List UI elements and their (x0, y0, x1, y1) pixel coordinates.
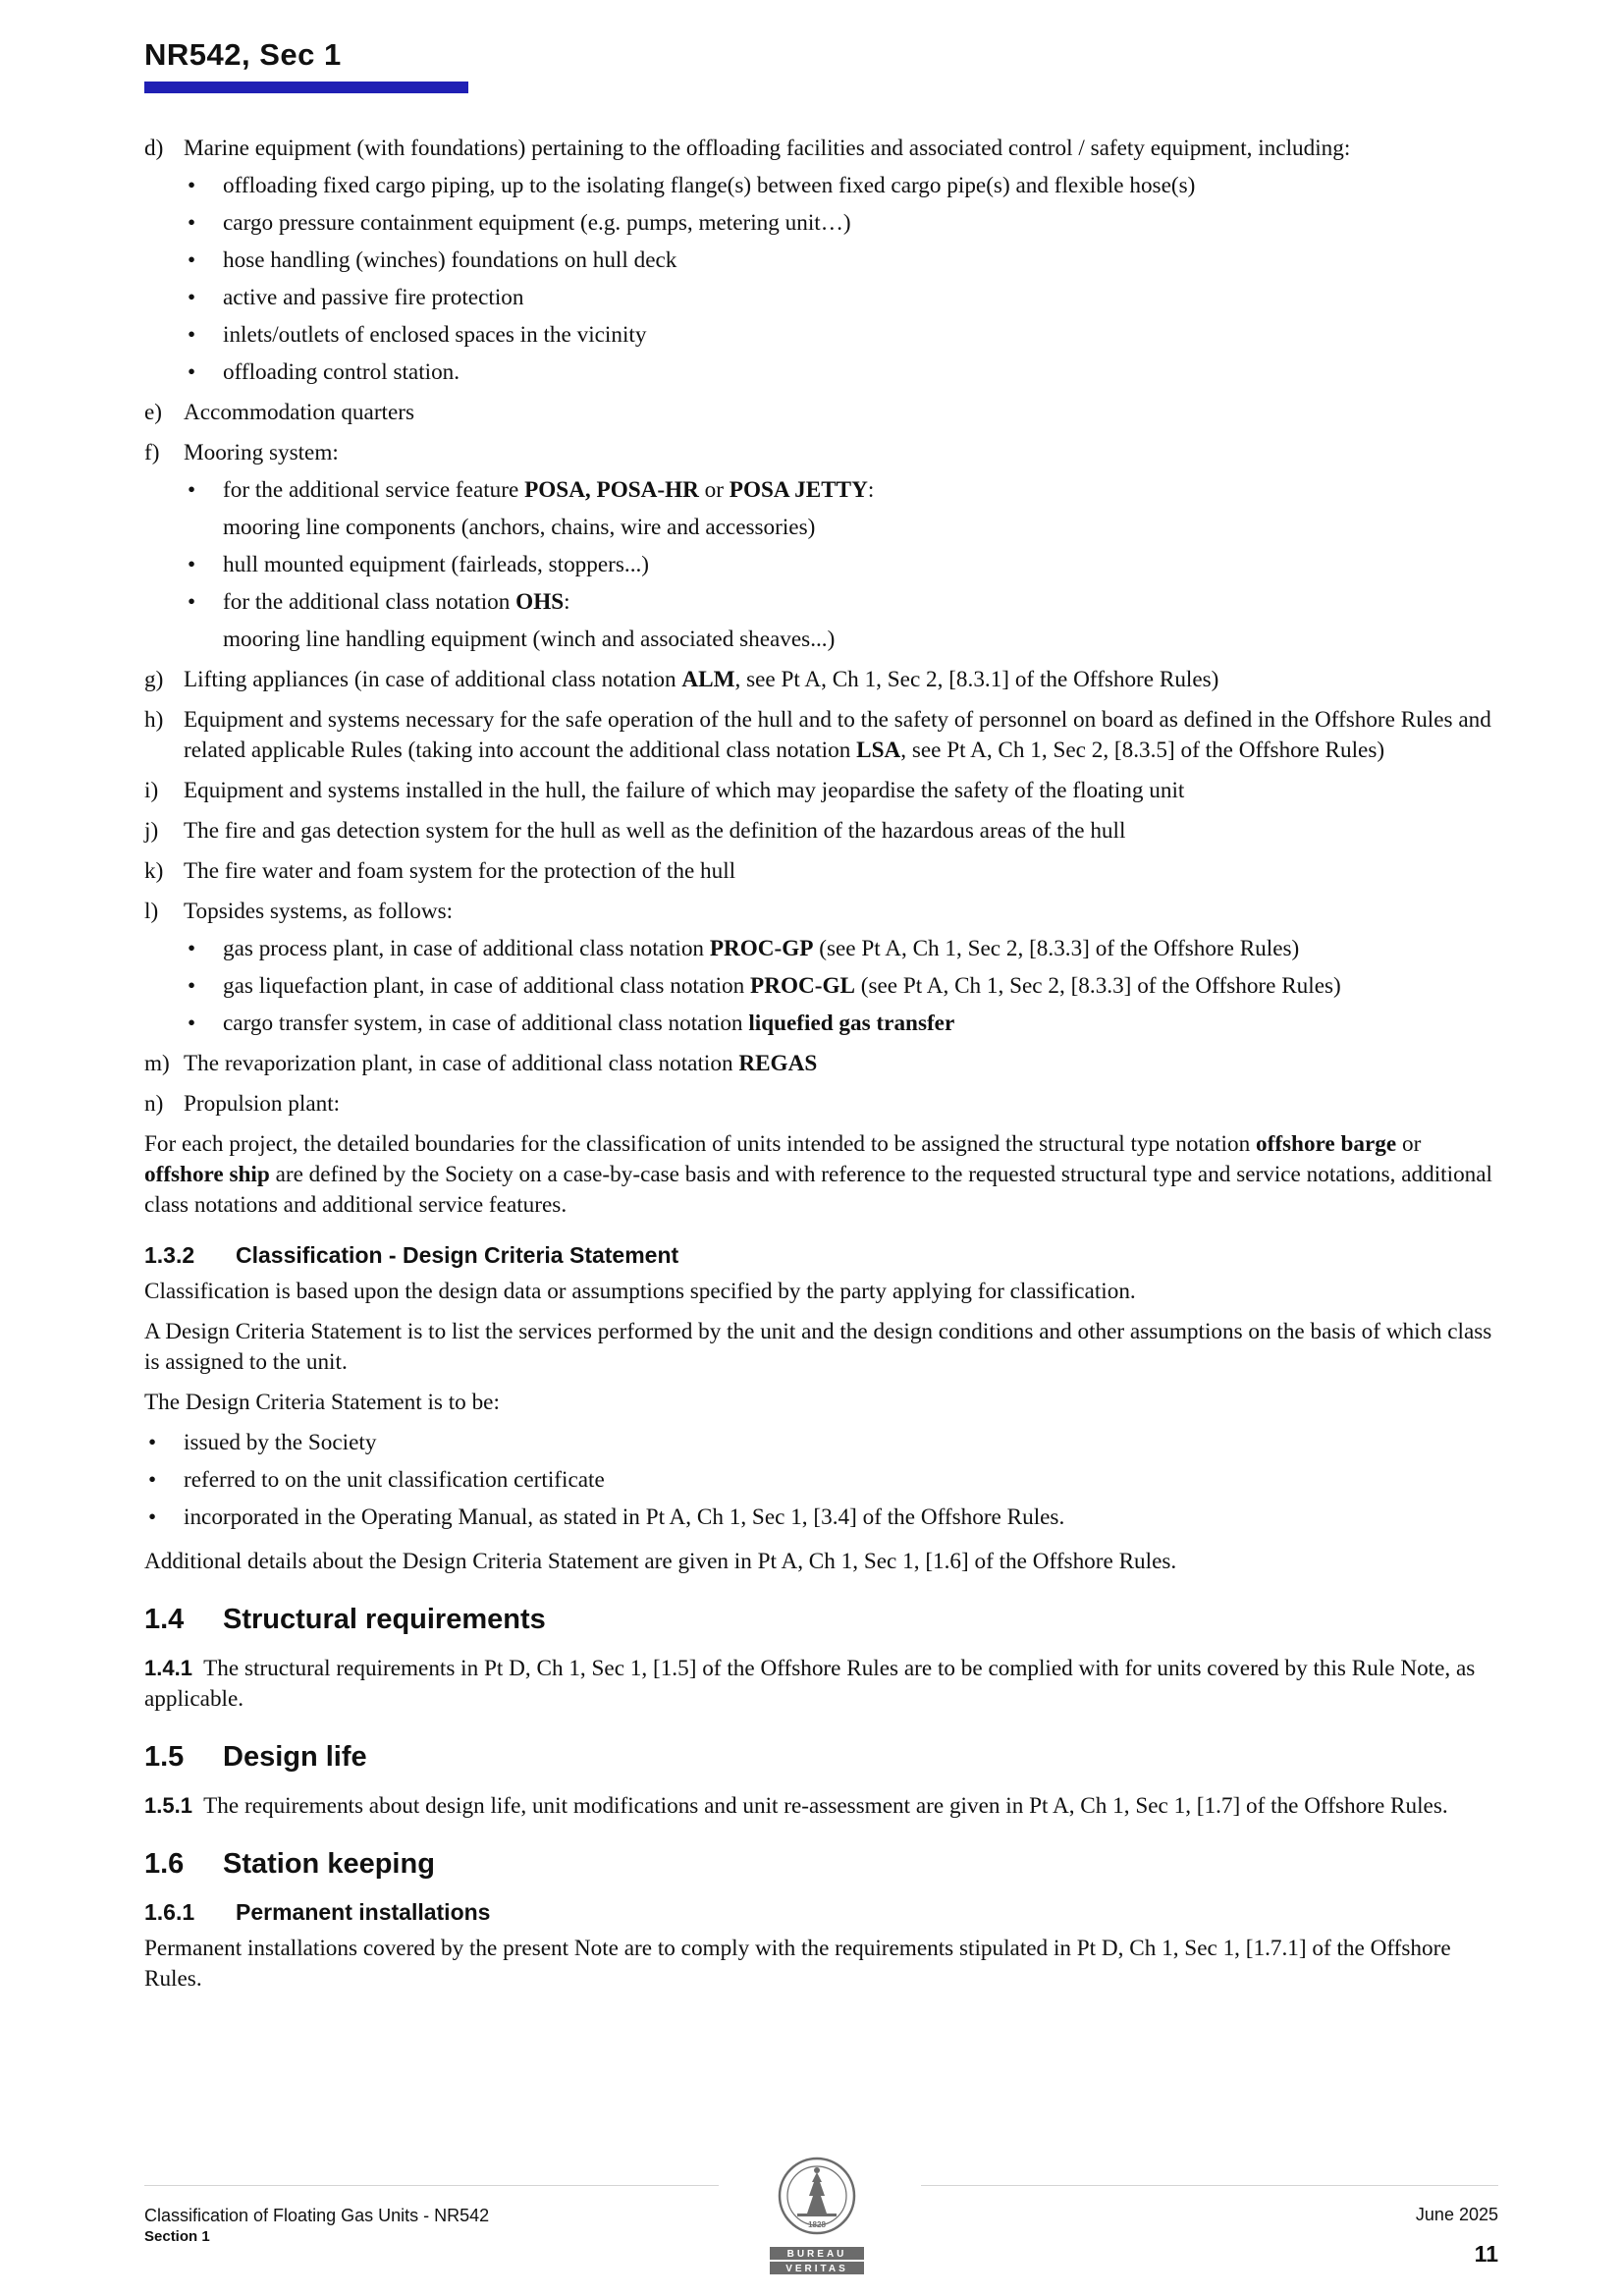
list-item (144, 705, 1497, 766)
list-item (144, 438, 1497, 655)
footer-doc-title: Classification of Floating Gas Units - NR542 (144, 2206, 490, 2225)
list-item-label: g) (144, 667, 164, 692)
page-number: 11 (1474, 2241, 1498, 2267)
bullet-item: • hull mounted equipment (fairleads, stoppers...) (184, 550, 1497, 580)
bullet-item: • gas liquefaction plant, in case of additional class notation PROC-GL (see Pt A, Ch 1, Sec 2, [8.3.3] of the Offshore Rules) (184, 971, 1497, 1002)
footer-section: Section 1 (144, 2228, 210, 2245)
list-item-label: n) (144, 1091, 164, 1117)
list-item (144, 398, 1497, 428)
section-number: 1.4 (144, 1604, 185, 1635)
subsection-title: Permanent installations (236, 1899, 491, 1925)
list-item (144, 1089, 1497, 1120)
article-1-4-1 (144, 1653, 1497, 1715)
list-item-label: k) (144, 858, 164, 884)
list-item (144, 776, 1497, 806)
article-text: The structural requirements in Pt D, Ch 1, Sec 1, [1.5] of the Offshore Rules are to be complied with for units covered by this Rule Note, as applicable. (144, 1656, 1476, 1712)
list-item-label: f) (144, 440, 160, 465)
list-item-text: Equipment and systems installed in the hull, the failure of which may jeopardise the safety of the floating unit (184, 778, 1185, 803)
subsection-number: 1.6.1 (144, 1899, 195, 1925)
bullet-item: • active and passive fire protection (184, 283, 1497, 313)
para-dcs-definition: A Design Criteria Statement is to list the services performed by the unit and the design conditions and other assumptions on the basis of which class is assigned to the unit. (144, 1319, 1492, 1375)
article-text: The requirements about design life, unit modifications and unit re-assessment are given in Pt A, Ch 1, Sec 1, [1.7] of the Offshore Rules. (203, 1793, 1448, 1819)
list-item (144, 816, 1497, 847)
running-header-title: NR542, Sec 1 (144, 37, 342, 72)
para-project: For each project, the detailed boundaries for the classification of units intended to be assigned the structural type notation offshore barge or offshore ship are defined by the Society on a case-by-case basis and with reference to the requested structural type and service notations, additional class notations and additional service features. (144, 1131, 1492, 1218)
logo-word-veritas: VERITAS (785, 2264, 848, 2274)
footer-date: June 2025 (1415, 2205, 1498, 2224)
subsection-number: 1.3.2 (144, 1242, 195, 1268)
footer-document-info (144, 2205, 489, 2248)
article-1-5-1 (144, 1790, 1497, 1822)
list-item-label: e) (144, 400, 163, 425)
footer-rule-right (921, 2185, 1498, 2186)
bullet-item: • incorporated in the Operating Manual, as stated in Pt A, Ch 1, Sec 1, [3.4] of the Offshore Rules. (144, 1503, 1497, 1533)
header-accent-bar (144, 82, 468, 93)
list-item (144, 134, 1497, 388)
para-dcs-details: Additional details about the Design Criteria Statement are given in Pt A, Ch 1, Sec 1, [1.6] of the Offshore Rules. (144, 1549, 1177, 1574)
bullet-item: • offloading control station. (184, 357, 1497, 388)
bullet-continuation: mooring line handling equipment (winch and associated sheaves...) (223, 627, 836, 652)
bullet-item: • issued by the Society (144, 1428, 1497, 1458)
list-item-text: The revaporization plant, in case of additional class notation REGAS (184, 1051, 818, 1076)
list-item-label: h) (144, 707, 164, 733)
list-item-label: l) (144, 899, 159, 924)
logo-word-bureau: BUREAU (786, 2249, 847, 2260)
list-item (144, 856, 1497, 887)
bullet-item: • for the additional service feature POSA, POSA-HR or POSA JETTY: (184, 475, 1497, 506)
list-item-text: Topsides systems, as follows: (184, 899, 454, 924)
list-item-text: Equipment and systems necessary for the safe operation of the hull and to the safety of personnel on board as defined in the Offshore Rules and related applicable Rules (taking into account the additional class notation LSA, see Pt A, Ch 1, Sec 2, [8.3.5] of the Offshore Rules) (184, 707, 1491, 763)
footer-rule-left (144, 2185, 719, 2186)
section-heading-1-5 (144, 1742, 1497, 1773)
para-dcs-to-be: The Design Criteria Statement is to be: (144, 1390, 500, 1415)
list-item-text: Mooring system: (184, 440, 339, 465)
bullet-item: • referred to on the unit classification certificate (144, 1465, 1497, 1496)
section-title: Station keeping (223, 1848, 435, 1880)
list-item-label: j) (144, 818, 159, 844)
bullet-item: • for the additional class notation OHS: (184, 587, 1497, 618)
subsection-title: Classification - Design Criteria Statement (236, 1242, 679, 1268)
section-heading-1-4 (144, 1605, 1497, 1635)
article-number: 1.4.1 (144, 1656, 192, 1680)
section-number: 1.5 (144, 1741, 185, 1773)
list-item-label: d) (144, 136, 164, 161)
page-body (144, 134, 1497, 2004)
list-item-text: Lifting appliances (in case of additional class notation ALM, see Pt A, Ch 1, Sec 2, [8.3.1] of the Offshore Rules) (184, 667, 1219, 692)
article-number: 1.5.1 (144, 1793, 192, 1818)
bullet-continuation: mooring line components (anchors, chains, wire and accessories) (223, 515, 816, 540)
list-item-text: Marine equipment (with foundations) pertaining to the offloading facilities and associated control / safety equipment, including: (184, 136, 1351, 161)
list-item-text: The fire water and foam system for the protection of the hull (184, 858, 736, 884)
list-item-text: Accommodation quarters (184, 400, 415, 425)
list-item-text: Propulsion plant: (184, 1091, 341, 1117)
para-permanent-installations: Permanent installations covered by the present Note are to comply with the requirements stipulated in Pt D, Ch 1, Sec 1, [1.7.1] of the Offshore Rules. (144, 1936, 1451, 1992)
list-item (144, 1049, 1497, 1079)
list-item-label: i) (144, 778, 159, 803)
subsection-heading-1-3-2 (144, 1240, 1497, 1271)
logo-year: 1828 (808, 2220, 826, 2229)
section-title: Structural requirements (223, 1604, 546, 1635)
subsection-heading-1-6-1 (144, 1897, 1497, 1928)
bullet-item: • hose handling (winches) foundations on hull deck (184, 246, 1497, 276)
bullet-item: • gas process plant, in case of additional class notation PROC-GP (see Pt A, Ch 1, Sec 2, [8.3.3] of the Offshore Rules) (184, 934, 1497, 964)
dcs-bullet-list (144, 1428, 1497, 1533)
bullet-item: • cargo pressure containment equipment (e.g. pumps, metering unit…) (184, 208, 1497, 239)
section-number: 1.6 (144, 1848, 185, 1880)
section-title: Design life (223, 1741, 367, 1773)
section-heading-1-6 (144, 1849, 1497, 1880)
list-item-text: The fire and gas detection system for the hull as well as the definition of the hazardous areas of the hull (184, 818, 1126, 844)
bullet-item: • inlets/outlets of enclosed spaces in the vicinity (184, 320, 1497, 351)
list-item-label: m) (144, 1051, 170, 1076)
list-item (144, 665, 1497, 695)
lettered-list (144, 134, 1497, 1120)
bureau-veritas-logo (768, 2157, 866, 2276)
list-item (144, 897, 1497, 1039)
bullet-item: • cargo transfer system, in case of additional class notation liquefied gas transfer (184, 1009, 1497, 1039)
bullet-item: • offloading fixed cargo piping, up to the isolating flange(s) between fixed cargo pipe(s) and flexible hose(s) (184, 171, 1497, 201)
para-classification-basis: Classification is based upon the design data or assumptions specified by the party applying for classification. (144, 1279, 1136, 1304)
